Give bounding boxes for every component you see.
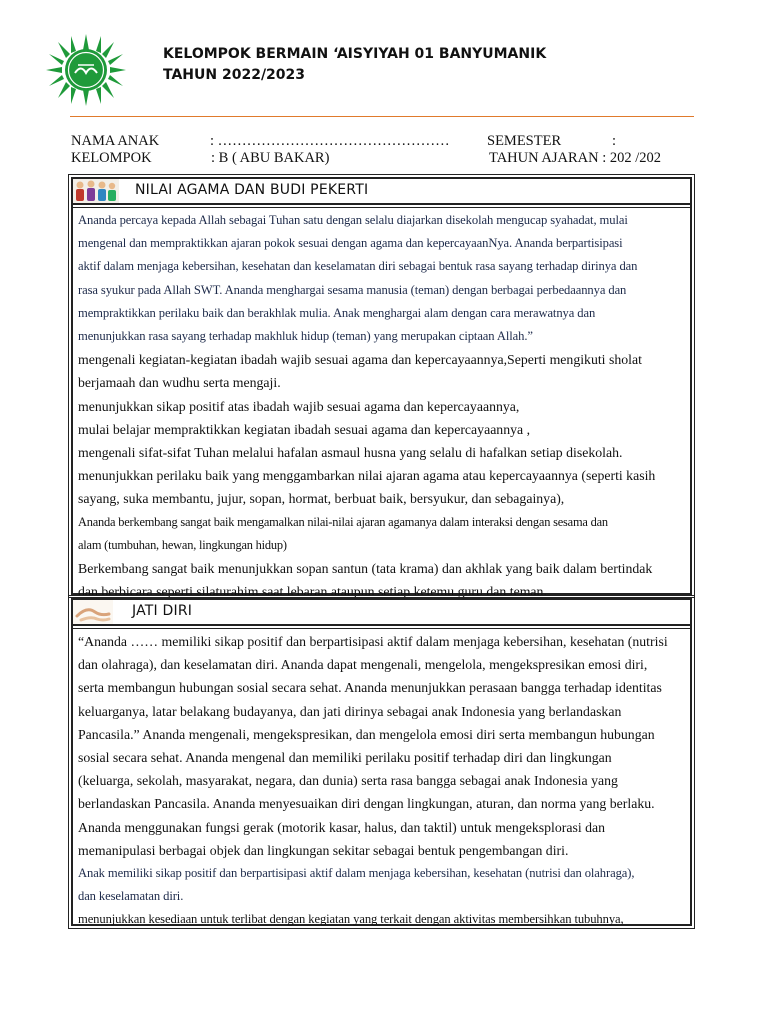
section-header xyxy=(73,600,690,626)
school-name: KELOMPOK BERMAIN ‘AISYIYAH 01 BANYUMANIK xyxy=(163,46,547,62)
nama-value: : ………………………………………… xyxy=(210,133,450,149)
text-line: mengenali kegiatan-kegiatan ibadah wajib sesuai agama dan kepercayaannya,Seperti mengikuti sholat xyxy=(78,352,642,368)
text-line: menunjukkan rasa sayang terhadap makhluk hidup (teman) yang merupakan ciptaan Allah.” xyxy=(78,329,533,344)
tahun-ajaran: TAHUN AJARAN : 202 /202 xyxy=(489,150,662,166)
section-title: NILAI AGAMA DAN BUDI PEKERTI xyxy=(135,182,369,198)
text-line: menunjukkan sikap positif atas ibadah wajib sesuai agama dan kepercayaannya, xyxy=(78,398,520,414)
text-line: sayang, suka membantu, jujur, sopan, hormat, berbuat baik, bersyukur, dan sebagainya), xyxy=(78,491,565,507)
text-line: dan berbicara seperti silaturahim saat lebaran ataupun setiap ketemu guru dan teman. xyxy=(78,584,547,600)
muhammadiyah-sun-logo xyxy=(44,32,128,108)
text-line: Ananda percaya kepada Allah sebagai Tuhan satu dengan selalu diajarkan disekolah mengucap syahadat, mulai xyxy=(78,213,628,227)
text-line: sosial secara sehat. Ananda mengenal dan memiliki perilaku positif terhadap diri dan lingkungan xyxy=(78,750,612,766)
text-line: berjamaah dan wudhu serta mengaji. xyxy=(78,375,281,391)
semester-value: : xyxy=(612,133,617,149)
text-line: (keluarga, sekolah, masyarakat, negara, dan dunia) serta rasa bangga sebagai anak Indonesia yang xyxy=(78,773,618,789)
text-line: Berkembang sangat baik menunjukkan sopan santun (tata krama) dan akhlak yang baik dalam bertindak xyxy=(78,561,653,577)
school-title xyxy=(163,44,546,86)
kelompok-value: : B ( ABU BAKAR) xyxy=(211,150,330,166)
children-praying-icon xyxy=(73,179,119,203)
text-line: “Ananda …… memiliki sikap positif dan berpartisipasi aktif dalam menjaga kebersihan, kesehatan (nutrisi xyxy=(78,634,668,649)
text-line: mengenal dan mempraktikkan ajaran pokok sesuai dengan agama dan kepercayaanNya. Ananda berpartisipasi xyxy=(78,236,623,251)
text-line: Anak memiliki sikap positif dan berpartisipasi aktif dalam menjaga kebersihan, kesehatan (nutrisi dan olahraga), xyxy=(78,866,635,881)
text-line: keluarganya, latar belakang budayanya, dan jati dirinya sebagai anak Indonesia yang berlandaskan xyxy=(78,703,622,719)
header-divider xyxy=(70,116,694,117)
nama-label: NAMA ANAK xyxy=(71,133,160,149)
hands-icon xyxy=(73,600,113,624)
section-jati-diri xyxy=(71,598,692,926)
semester-label: SEMESTER xyxy=(487,133,562,149)
text-line: memanipulasi berbagai objek dan lingkungan sekitar sebagai bentuk pengembangan diri. xyxy=(78,842,569,858)
text-line: Ananda berkembang sangat baik mengamalkan nilai-nilai ajaran agamanya dalam interaksi dengan sesama dan xyxy=(78,514,608,529)
school-year: TAHUN 2022/2023 xyxy=(163,67,306,83)
text-line: menunjukkan perilaku baik yang menggambarkan nilai ajaran agama atau kepercayaannya (seperti kasih xyxy=(78,468,656,484)
text-line: dan olahraga), dan keselamatan diri. Ananda dapat mengenali, mengelola, mengekspresikan emosi diri, xyxy=(78,657,648,673)
section-header xyxy=(73,179,690,205)
section-nilai-agama xyxy=(71,177,692,600)
text-line: mengenali sifat-sifat Tuhan melalui hafalan asmaul husna yang selalu di hafalkan setiap disekolah. xyxy=(78,445,623,461)
text-line: Pancasila.” Ananda mengenali, mengekspresikan, dan mengelola emosi diri serta membangun hubungan xyxy=(78,726,655,742)
section-title: JATI DIRI xyxy=(132,603,193,619)
section-body xyxy=(73,205,690,603)
text-line: Ananda menggunakan fungsi gerak (motorik kasar, halus, dan taktil) untuk mengeksplorasi dan xyxy=(78,819,606,835)
kelompok-label: KELOMPOK xyxy=(71,150,152,166)
text-line: aktif dalam menjaga kebersihan, kesehatan dan keselamatan diri sebagai bentuk rasa sayang terhadap dirinya dan xyxy=(78,259,638,274)
text-line: alam (tumbuhan, hewan, lingkungan hidup) xyxy=(78,537,287,552)
text-line: dan keselamatan diri. xyxy=(78,889,184,904)
text-line: rasa syukur pada Allah SWT. Ananda menghargai sesama manusia (teman) dengan berbagai perbedaannya dan xyxy=(78,282,627,297)
section-body xyxy=(73,626,690,932)
text-line: serta membangun hubungan sosial secara sehat. Ananda menunjukkan perasaan bangga terhadap identitas xyxy=(78,680,662,696)
text-line: menunjukkan kesediaan untuk terlibat dengan kegiatan yang terkait dengan aktivitas membersihkan tubuhnya, xyxy=(78,912,624,927)
text-line: berlandaskan Pancasila. Ananda menyesuaikan diri dengan lingkungan, aturan, dan norma yang berlaku. xyxy=(78,796,655,812)
text-line: mulai belajar mempraktikkan kegiatan ibadah sesuai agama dan kepercayaannya , xyxy=(78,421,531,437)
text-line: mempraktikkan perilaku baik dan berakhlak mulia. Anak menghargai alam dengan cara merawatnya dan xyxy=(78,305,596,320)
